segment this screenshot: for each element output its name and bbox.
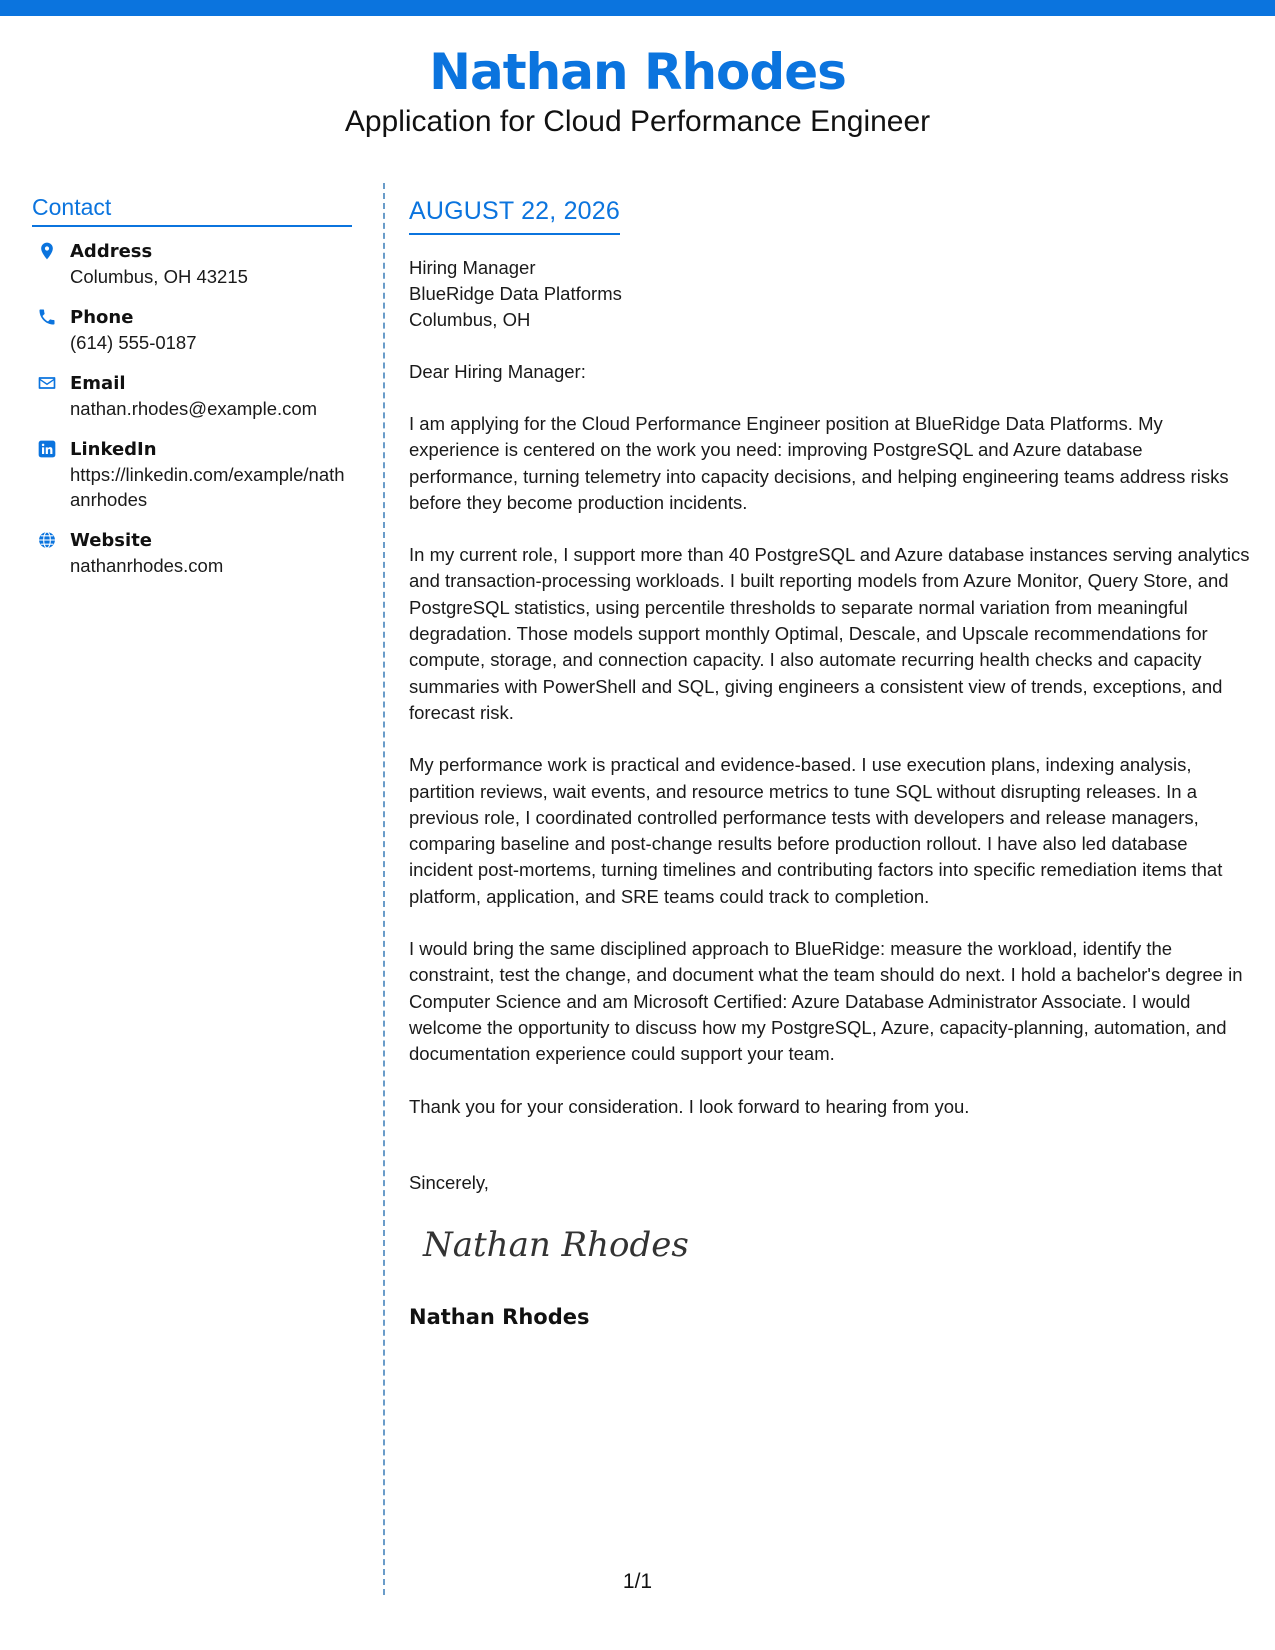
contact-value-address: Columbus, OH 43215 — [70, 266, 248, 287]
handwritten-signature — [419, 1216, 719, 1272]
globe-icon — [35, 529, 59, 551]
contact-label-website: Website — [70, 530, 153, 551]
paragraph-approach: I would bring the same disciplined approach to BlueRidge: measure the workload, identify the constraint, test the change, and document what the team should do next. I hold a bachelor's degree in Computer Science and am Microsoft Certified: Azure Database Administrator Associate. I would welcome the opportunity to discuss how my PostgreSQL, Azure, capacity-planning, automation, and documentation experience could support your team. — [409, 938, 1243, 1065]
contact-value-email[interactable]: nathan.rhodes@example.com — [70, 398, 318, 419]
contact-list — [32, 239, 352, 578]
contact-label-address: Address — [70, 241, 153, 262]
page-number: 1/1 — [622, 1570, 653, 1593]
paragraph-performance-work: My performance work is practical and evidence-based. I use execution plans, indexing analysis, partition reviews, wait events, and resource metrics to tune SQL without disrupting releases. In a previous role, I coordinated controlled performance tests with developers and release managers, comparing baseline and post-change results before production rollout. I have also led database incident post-mortems, turning timelines and contributing factors into specific remediation items that platform, application, and SRE teams could track to completion. — [409, 754, 1223, 907]
signature-text: Nathan Rhodes — [423, 1224, 689, 1265]
contact-item-website — [32, 528, 352, 578]
contact-label-linkedin: LinkedIn — [70, 439, 157, 460]
envelope-icon — [35, 372, 59, 394]
contact-item-linkedin — [32, 437, 352, 512]
paragraph-thanks: Thank you for your consideration. I look forward to hearing from you. — [409, 1095, 970, 1117]
contact-item-address — [32, 239, 352, 289]
application-title: Application for Cloud Performance Engineer — [344, 105, 931, 138]
document-header — [0, 42, 1275, 142]
linkedin-icon — [35, 438, 59, 460]
recipient-block — [409, 255, 1254, 333]
paragraph-intro: I am applying for the Cloud Performance Engineer position at BlueRidge Data Platforms. My experience is centered on the work you need: improving PostgreSQL and Azure database performance, turning telemetry into capacity decisions, and helping engineering teams address risks before they become production incidents. — [409, 413, 1229, 513]
top-accent-bar — [0, 0, 1275, 16]
closing: Sincerely, — [409, 1171, 489, 1193]
contact-value-linkedin[interactable]: https://linkedin.com/example/nathanrhodes — [70, 464, 345, 510]
contact-sidebar — [32, 194, 352, 594]
location-pin-icon — [35, 240, 59, 262]
paragraph-current-role: In my current role, I support more than 40 PostgreSQL and Azure database instances serving analytics and transaction-processing workloads. I built reporting models from Azure Monitor, Query Store, and PostgreSQL statistics, using percentile thresholds to separate normal variation from meaningful degradation. Those models support monthly Optimal, Descale, and Upscale recommendations for compute, storage, and connection capacity. I also automate recurring health checks and capacity summaries with PowerShell and SQL, giving engineers a consistent view of trends, exceptions, and forecast risk. — [409, 544, 1250, 723]
signed-name: Nathan Rhodes — [409, 1304, 590, 1329]
contact-label-phone: Phone — [70, 307, 134, 328]
contact-heading: Contact — [32, 194, 352, 227]
recipient-location: Columbus, OH — [409, 309, 531, 330]
salutation: Dear Hiring Manager: — [409, 361, 586, 382]
phone-icon — [35, 306, 59, 328]
column-divider — [383, 183, 385, 1595]
contact-value-phone: (614) 555-0187 — [70, 332, 197, 353]
letter-date: AUGUST 22, 2026 — [409, 197, 620, 235]
contact-value-website[interactable]: nathanrhodes.com — [70, 555, 224, 576]
recipient-company: BlueRidge Data Platforms — [409, 283, 622, 304]
contact-item-phone — [32, 305, 352, 355]
contact-item-email — [32, 371, 352, 421]
recipient-title: Hiring Manager — [409, 257, 536, 278]
letter-body — [409, 197, 1254, 1329]
contact-label-email: Email — [70, 373, 126, 394]
applicant-name: Nathan Rhodes — [429, 43, 846, 101]
